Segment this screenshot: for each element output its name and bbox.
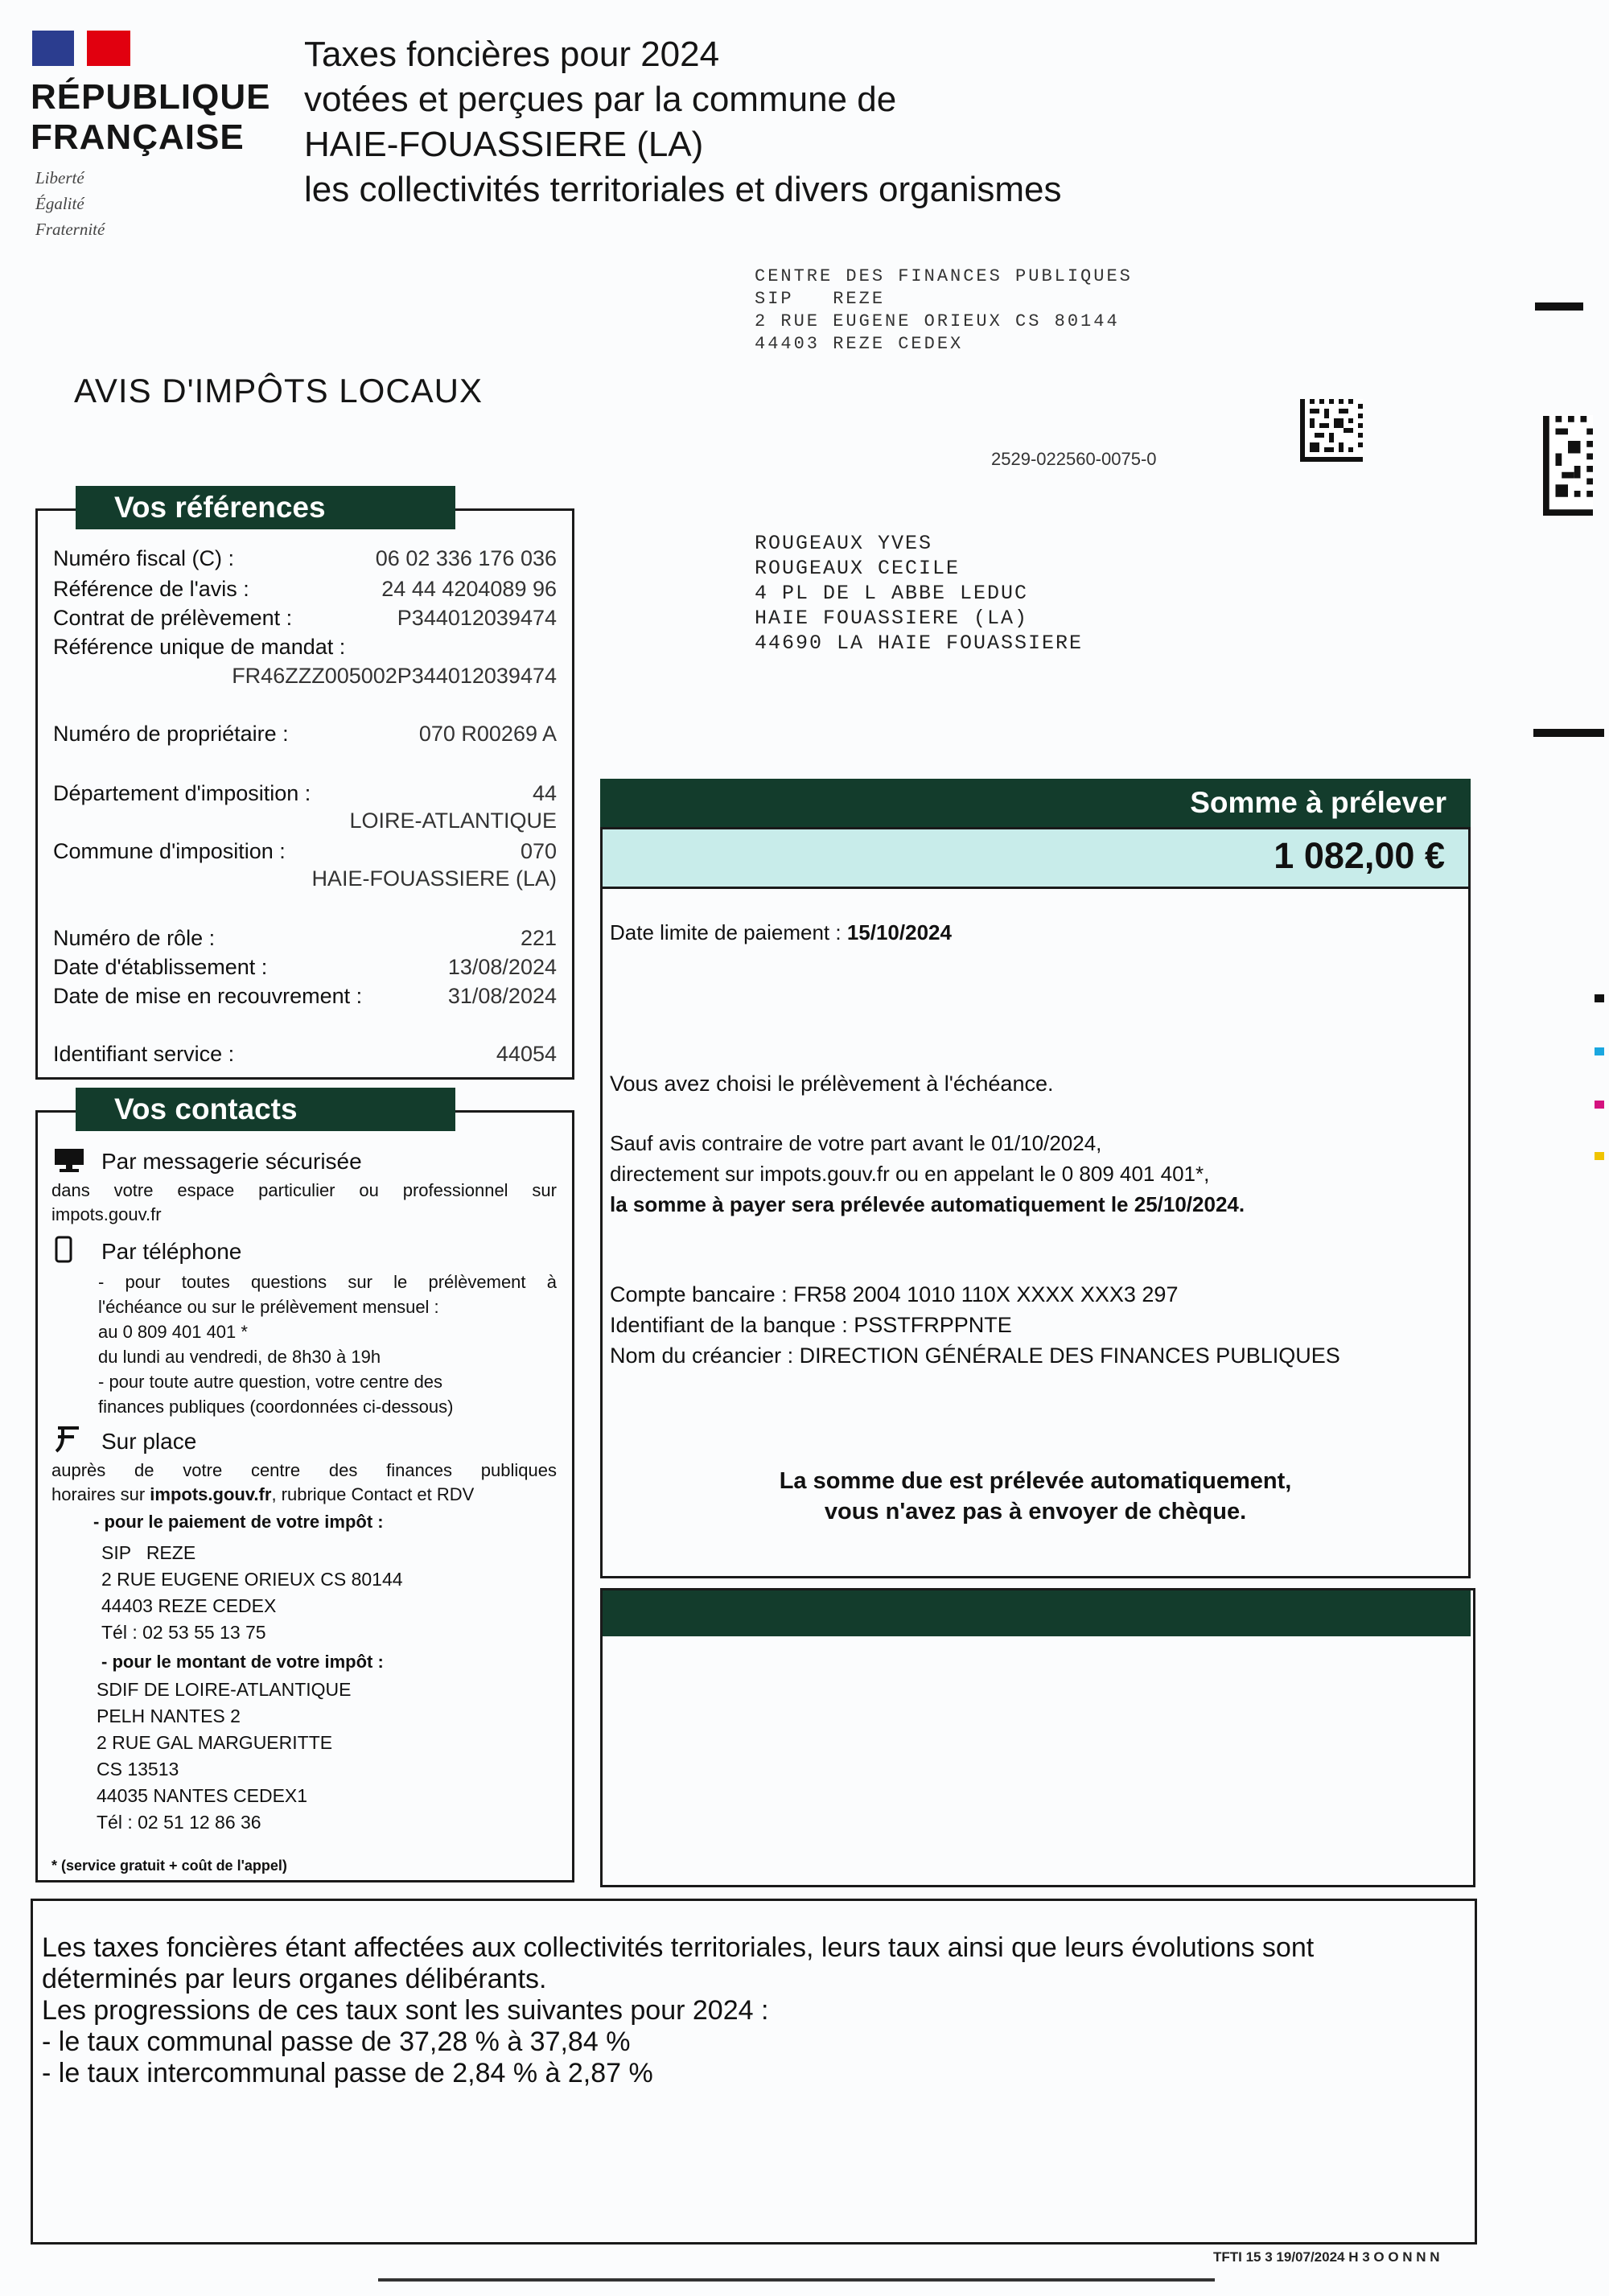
secondary-panel <box>600 1588 1475 1887</box>
fold-mark <box>1533 729 1604 737</box>
print-mark-magenta <box>1595 1101 1604 1109</box>
somme-heading-band <box>600 779 1471 827</box>
contacts-heading: Vos contacts <box>76 1088 455 1131</box>
messagerie-text: dans votre espace particulier ou professionnel sur <box>51 1180 557 1200</box>
sur-place-text: auprès de votre centre des finances publiques <box>51 1460 557 1480</box>
montant-address: SDIF DE LOIRE-ATLANTIQUE PELH NANTES 2 2 RUE GAL MARGUERITTE CS 13513 44035 NANTES CEDEX1 Tél : 02 51 12 86 36 <box>97 1679 352 1833</box>
somme-heading: Somme à prélever <box>1190 786 1446 819</box>
phone-number[interactable]: au 0 809 401 401 * <box>98 1322 248 1342</box>
devise: Liberté Égalité Fraternité <box>35 168 105 239</box>
sur-place-horaires: horaires sur impots.gouv.fr, rubrique Contact et RDV <box>51 1484 475 1504</box>
footer-code: TFTI 15 3 19/07/2024 H 3 O O N N N <box>1213 2249 1440 2265</box>
marianne-flag-logo <box>32 31 130 66</box>
paiement-heading: - pour le paiement de votre impôt : <box>93 1512 384 1532</box>
prelevement-note: La somme due est prélevée automatiquement, vous n'avez pas à envoyer de chèque. <box>779 1468 1292 1524</box>
montant-heading: - pour le montant de votre impôt : <box>101 1652 384 1672</box>
document-heading: Taxes foncières pour 2024 votées et perçues par la commune de HAIE-FOUASSIERE (LA) les collectivités territoriales et divers organismes <box>304 35 1062 209</box>
centre-finances-address: CENTRE DES FINANCES PUBLIQUES SIP REZE 2 RUE EUGENE ORIEUX CS 80144 44403 REZE CEDEX <box>755 266 1133 354</box>
impots-link[interactable]: impots.gouv.fr <box>150 1484 272 1504</box>
information-text: Les taxes foncières étant affectées aux collectivités territoriales, leurs taux ainsi que leurs évolutions sont déterminés par leurs organes délibérants. Les progressions de ces taux sont les suivantes pour 2024 : - le taux communal passe de 37,28 % à 37,84 % - le taux intercommunal passe de 2,84 % à 2,87 % <box>42 1932 1315 2088</box>
bank-details <box>610 1279 1340 1371</box>
print-mark <box>1595 994 1604 1002</box>
contacts-footnote: * (service gratuit + coût de l'appel) <box>51 1858 287 1874</box>
messagerie-title: Par messagerie sécurisée <box>101 1149 362 1174</box>
sur-place-title: Sur place <box>101 1429 197 1454</box>
republique-francaise-label: RÉPUBLIQUE FRANÇAISE <box>31 77 271 157</box>
creancier: Nom du créancier : DIRECTION GÉNÉRALE DES FINANCES PUBLIQUES <box>610 1343 1340 1368</box>
datamatrix-code <box>1300 399 1363 462</box>
recipient-address: ROUGEAUX YVES ROUGEAUX CECILE 4 PL DE L ABBE LEDUC HAIE FOUASSIERE (LA) 44690 LA HAIE FOUASSIERE <box>755 532 1084 655</box>
document-code: 2529-022560-0075-0 <box>991 449 1157 469</box>
print-mark-cyan <box>1595 1047 1604 1055</box>
side-datamatrix-code <box>1543 415 1593 516</box>
phone-icon <box>55 1236 74 1263</box>
tax-notice-page: RÉPUBLIQUE FRANÇAISE Liberté Égalité Fraternité Taxes foncières pour 2024 votées et perçues par la commune de HAIE-FOUASSIERE (LA) les collectivités territoriales et divers organismes CENTRE DES FINANCES PUBLIQUES SIP REZE 2 RUE EUGENE ORIEUX CS 80144 44403 REZE CEDEX AVIS D'IMPÔTS LOCAUX 2529-022560-0075-0 ROUGEAUX YVES ROUGEAUX CECILE 4 PL DE L ABBE LEDUC HAIE FOUASSIERE (LA) 44690 LA HAIE FOUASSIERE Vos références Numéro fiscal (C) : 06 02 336 176 036 Référence de l'avis : 24 44 4204089 96 Contrat de prélèvement : P344012039474 Référence unique de mandat : FR46ZZZ005002P344012039474 Numéro de propriétaire : 070 R00269 A Département d'imposition : 44 LOIRE-ATLANTIQUE Commune d'imposition : 070 HAIE-FOUASSIERE (LA) Numéro de rôle : 221 Date d'établissement : 13/08/2024 Date de mise en recouvrement : 31/08/2024 Identifiant service : 44054 Vos contacts Par messagerie sécurisée dans votre espace particulier ou professionnel sur impots.gouv.fr Par téléphone - pour toutes questions sur le prélèvement à l'échéance ou sur le prélèvement mensuel : au 0 809 401 401 * du lundi au vendredi, de 8h30 à 19h - pour toute autre question, votre centre des finances publiques (coordonnées ci-dessous) Sur place auprès de votre centre des finances publiques horaires sur impots.gouv.fr, rubrique Contact et RDV - pour le paiement de votre impôt : SIP REZE 2 RUE EUGENE ORIEUX CS 80144 44403 REZE CEDEX Tél : 02 53 55 13 75 - pour le montant de votre impôt : SDIF DE LOIRE-ATLANTIQUE PELH NANTES 2 2 RUE GAL MARGUERITTE CS 13513 44035 NANTES CEDEX1 Tél : 02 51 12 86 36 * (service gratuit + coût de l'appel) Somme à prélever 1 082,00 € Date limite de paiement : 15/10/2024 Vous avez choisi le prélèvement à l'échéance. Sauf avis contraire de votre part avant le 01/10/2024, directement sur impots.gouv.fr ou en appelant le 0 809 401 401*, la somme à payer sera prélevée automatiquement le 25/10/2024. Compte bancaire : FR58 2004 1010 110X XXXX XXX3 297 Identifiant de la banque : PSSTFRPPNTE Nom du créancier : DIRECTION GÉNÉRALE DES FINANCES PUBLIQUES La somme due est prélevée automatiquement, vous n'avez pas à envoyer de chèque. Les taxes foncières étant affectées aux collectivités territoriales, leurs taux ainsi que leurs évolutions sont déterminés par leurs organes délibérants. Les progressions de ces taux sont les suivantes pour 2024 : - le taux communal passe de 37,28 % à 37,84 % - le taux intercommunal passe de 2,84 % à 2,87 % TFTI 15 3 19/07/2024 H 3 O O N N N <box>0 0 1609 2296</box>
print-mark-yellow <box>1595 1152 1604 1160</box>
choix-prelevement: Vous avez choisi le prélèvement à l'échéance. <box>610 1072 1054 1096</box>
fold-mark <box>1535 302 1583 311</box>
avis-title: AVIS D'IMPÔTS LOCAUX <box>74 372 484 409</box>
impots-link[interactable]: impots.gouv.fr <box>51 1204 162 1224</box>
paiement-address: SIP REZE 2 RUE EUGENE ORIEUX CS 80144 44403 REZE CEDEX Tél : 02 53 55 13 75 <box>101 1542 403 1643</box>
public-finance-icon <box>53 1426 82 1453</box>
telephone-title: Par téléphone <box>101 1239 242 1264</box>
sauf-avis-text: Sauf avis contraire de votre part avant le 01/10/2024, directement sur impots.gouv.fr ou en appelant le 0 809 401 401*, la somme à payer sera prélevée automatiquement le 25/10/2024. <box>610 1131 1245 1216</box>
date-limite: Date limite de paiement : 15/10/2024 <box>610 920 952 944</box>
computer-icon <box>53 1147 85 1173</box>
bottom-rule <box>378 2278 1215 2282</box>
identifiant-banque: Identifiant de la banque : PSSTFRPPNTE <box>610 1313 1012 1337</box>
compte-bancaire: Compte bancaire : FR58 2004 1010 110X XXXX XXX3 297 <box>610 1282 1179 1306</box>
telephone-details: - pour toutes questions sur le prélèvement à l'échéance ou sur le prélèvement mensuel : au 0 809 401 401 * du lundi au vendredi, de 8h30 à 19h - pour toute autre question, votre centre des finances publiques (coordonnées ci-dessous) <box>98 1272 557 1417</box>
references-heading: Vos références <box>76 486 455 529</box>
amount-value: 1 082,00 € <box>1274 835 1445 876</box>
